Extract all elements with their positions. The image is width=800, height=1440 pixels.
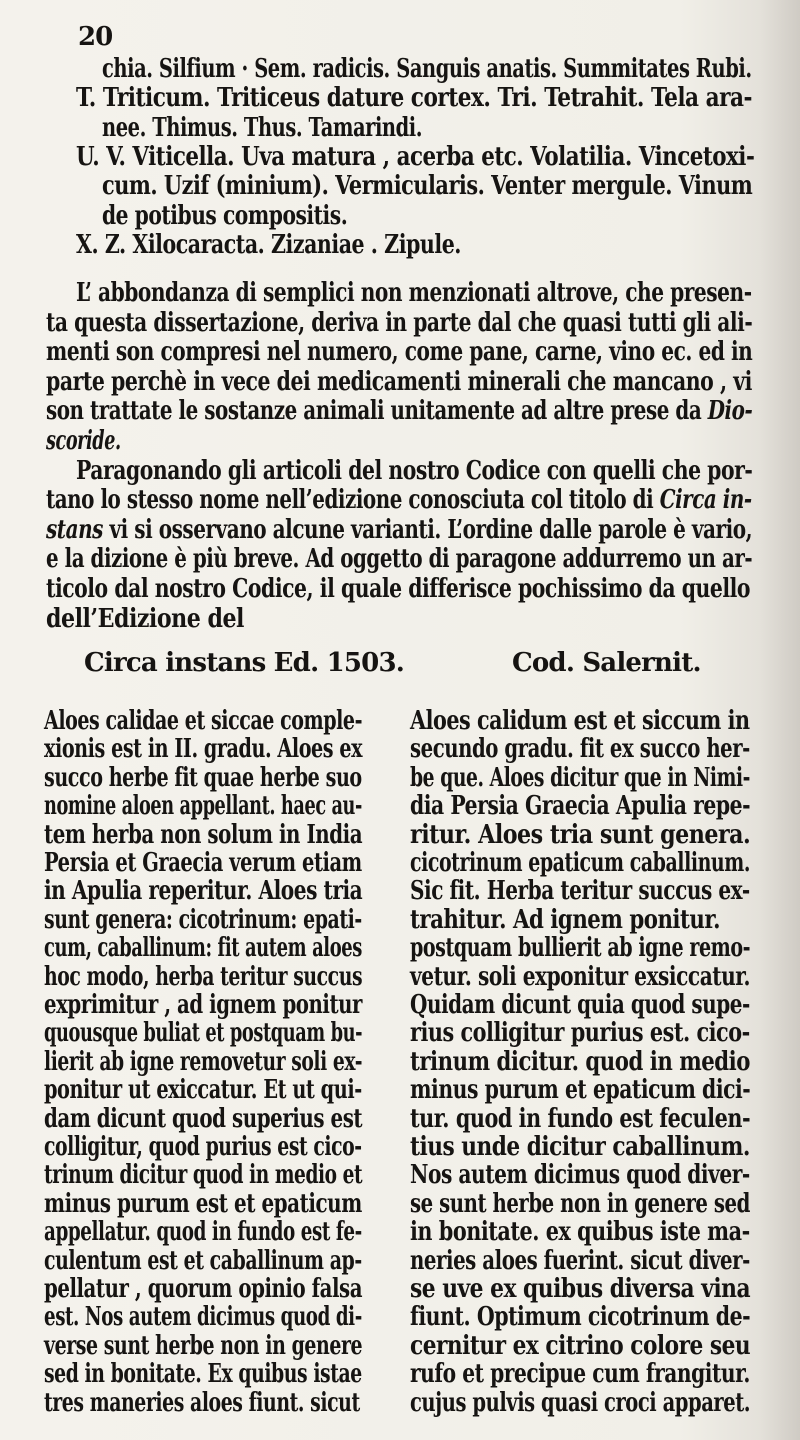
left-column-line: nomine aloen appellant. haec au- [44,790,362,822]
left-column-line: sunt genera: cicotrinum: epati- [44,903,362,935]
left-column-line: exprimitur , ad ignem ponitur [44,989,362,1020]
left-column-line: appellatur. quod in fundo est fe- [44,1216,362,1248]
body-line: son trattate le sostanze animali unitamente ad altre prese da Dio- [46,395,753,427]
left-column-line: colligitur, quod purius est cico- [44,1131,362,1162]
index-line: U. V. Viticella. Uva matura , acerba etc. Volatilia. Vincetoxi- [76,140,755,172]
left-column-line: in Apulia reperitur. Aloes tria [44,875,363,907]
left-column-line: Persia et Graecia verum etiam [44,847,362,878]
body-line: menti son compresi nel numero, come pane, carne, vino ec. ed in [46,336,753,368]
right-column-line: in bonitate. ex quibus iste ma- [410,1216,750,1248]
right-column-line: dia Persia Graecia Apulia repe- [410,790,751,822]
right-column-line: Nos autem dicimus quod diver- [410,1159,750,1191]
right-column-line: cicotrinum epaticum caballinum. [410,847,751,878]
right-column-line: rufo et precipue cum frangitur. [410,1358,751,1390]
right-column-line: postquam bullierit ab igne remo- [410,932,751,964]
right-column-line: secundo gradu. fit ex succo her- [410,733,750,765]
right-column-line: minus purum et epaticum dici- [410,1074,751,1106]
left-column-header: Circa instans Ed. 1503. [84,648,404,678]
index-line: X. Z. Xilocaracta. Zizaniae . Zipule. [76,228,461,260]
body-line: dell’Edizione del [46,602,244,634]
right-column-line: fiunt. Optimum cicotrinum de- [410,1301,751,1333]
right-column-line: cujus pulvis quasi croci apparet. [410,1386,751,1418]
right-column-line: vetur. soli exponitur exsiccatur. [410,960,751,992]
left-column-line: quousque buliat et postquam bu- [44,1017,363,1049]
body-line: parte perchè in vece dei medicamenti minerali che mancano , vi [46,365,752,397]
right-column-line: cernitur ex citrino colore seu [410,1329,751,1361]
body-line: Paragonando gli articoli del nostro Codice con quelli che por- [76,454,753,486]
left-column-line: tem herba non solum in India [44,818,363,850]
left-column-line: tres maneries aloes fiunt. sicut [44,1386,360,1418]
right-column-line: se sunt herbe non in genere sed [410,1187,750,1219]
index-line: T. Triticum. Triticeus dature cortex. Tri. Tetrahit. Tela ara- [76,82,753,114]
left-column-line: hoc modo, herba teritur succus [44,960,363,992]
right-column-line: Quidam dicunt quia quod supe- [410,989,750,1020]
body-line: tano lo stesso nome nell’edizione conosciuta col titolo di Circa in- [46,484,752,516]
right-column-line: ritur. Aloes tria sunt genera. [410,818,751,850]
left-column-line: lierit ab igne removetur soli ex- [44,1045,363,1077]
right-column-line: tur. quod in fundo est feculen- [410,1102,751,1134]
body-line: ticolo dal nostro Codice, il quale differisce pochissimo da quello [46,573,751,604]
right-column-line: Sic fit. Herba teritur succus ex- [410,875,750,907]
index-line: nee. Thimus. Thus. Tamarindi. [102,111,423,143]
page-number: 20 [78,22,113,52]
left-column-line: succo herbe fit quae herbe suo [44,761,362,793]
right-column-line: trahitur. Ad ignem ponitur. [410,903,721,935]
right-column-line: tius unde dicitur caballinum. [410,1131,750,1162]
left-column-line: pellatur , quorum opinio falsa [44,1273,363,1304]
right-column-line: neries aloes fuerint. sicut diver- [410,1244,750,1276]
left-column-line: xionis est in II. gradu. Aloes ex [44,733,363,765]
right-column-line: trinum dicitur. quod in medio [410,1045,750,1077]
body-line: scoride. [46,425,121,456]
left-column-line: cum, caballinum: fit autem aloes [44,932,362,964]
left-column-line: trinum dicitur quod in medio et [44,1159,363,1191]
left-column-line: Aloes calidae et siccae comple- [44,705,363,736]
left-column-line: sed in bonitate. Ex quibus istae [44,1358,362,1390]
left-column-line: minus purum est et epaticum [44,1187,362,1219]
body-line: stans vi si osservano alcune varianti. L’ordine dalle parole è vario, [46,513,753,545]
right-column-line: Aloes calidum est et siccum in [410,705,750,736]
left-column-line: verse sunt herbe non in genere [44,1329,363,1361]
right-column-line: rius colligitur purius est. cico- [410,1017,750,1049]
body-line: L’ abbondanza di semplici non menzionati altrove, che presen- [76,277,752,308]
index-line: de potibus compositis. [102,199,348,231]
left-column-line: dam dicunt quod superius est [44,1102,363,1134]
right-column-line: se uve ex quibus diversa vina [410,1273,751,1304]
index-line: cum. Uzif (minium). Vermicularis. Venter mergule. Vinum [102,170,753,202]
left-column-line: est. Nos autem dicimus quod di- [44,1301,362,1333]
right-column-header: Cod. Salernit. [512,648,701,678]
left-column-line: culentum est et caballinum ap- [44,1244,362,1276]
index-line: chia. Silfium · Sem. radicis. Sanguis anatis. Summitates Rubi. [102,53,752,84]
body-line: e la dizione è più breve. Ad oggetto di paragone addurremo un ar- [46,543,753,575]
left-column-line: ponitur ut exiccatur. Et ut qui- [44,1074,362,1106]
body-line: ta questa dissertazione, deriva in parte dal che quasi tutti gli ali- [46,306,753,338]
right-column-line: be que. Aloes dicitur que in Nimi- [410,761,750,793]
